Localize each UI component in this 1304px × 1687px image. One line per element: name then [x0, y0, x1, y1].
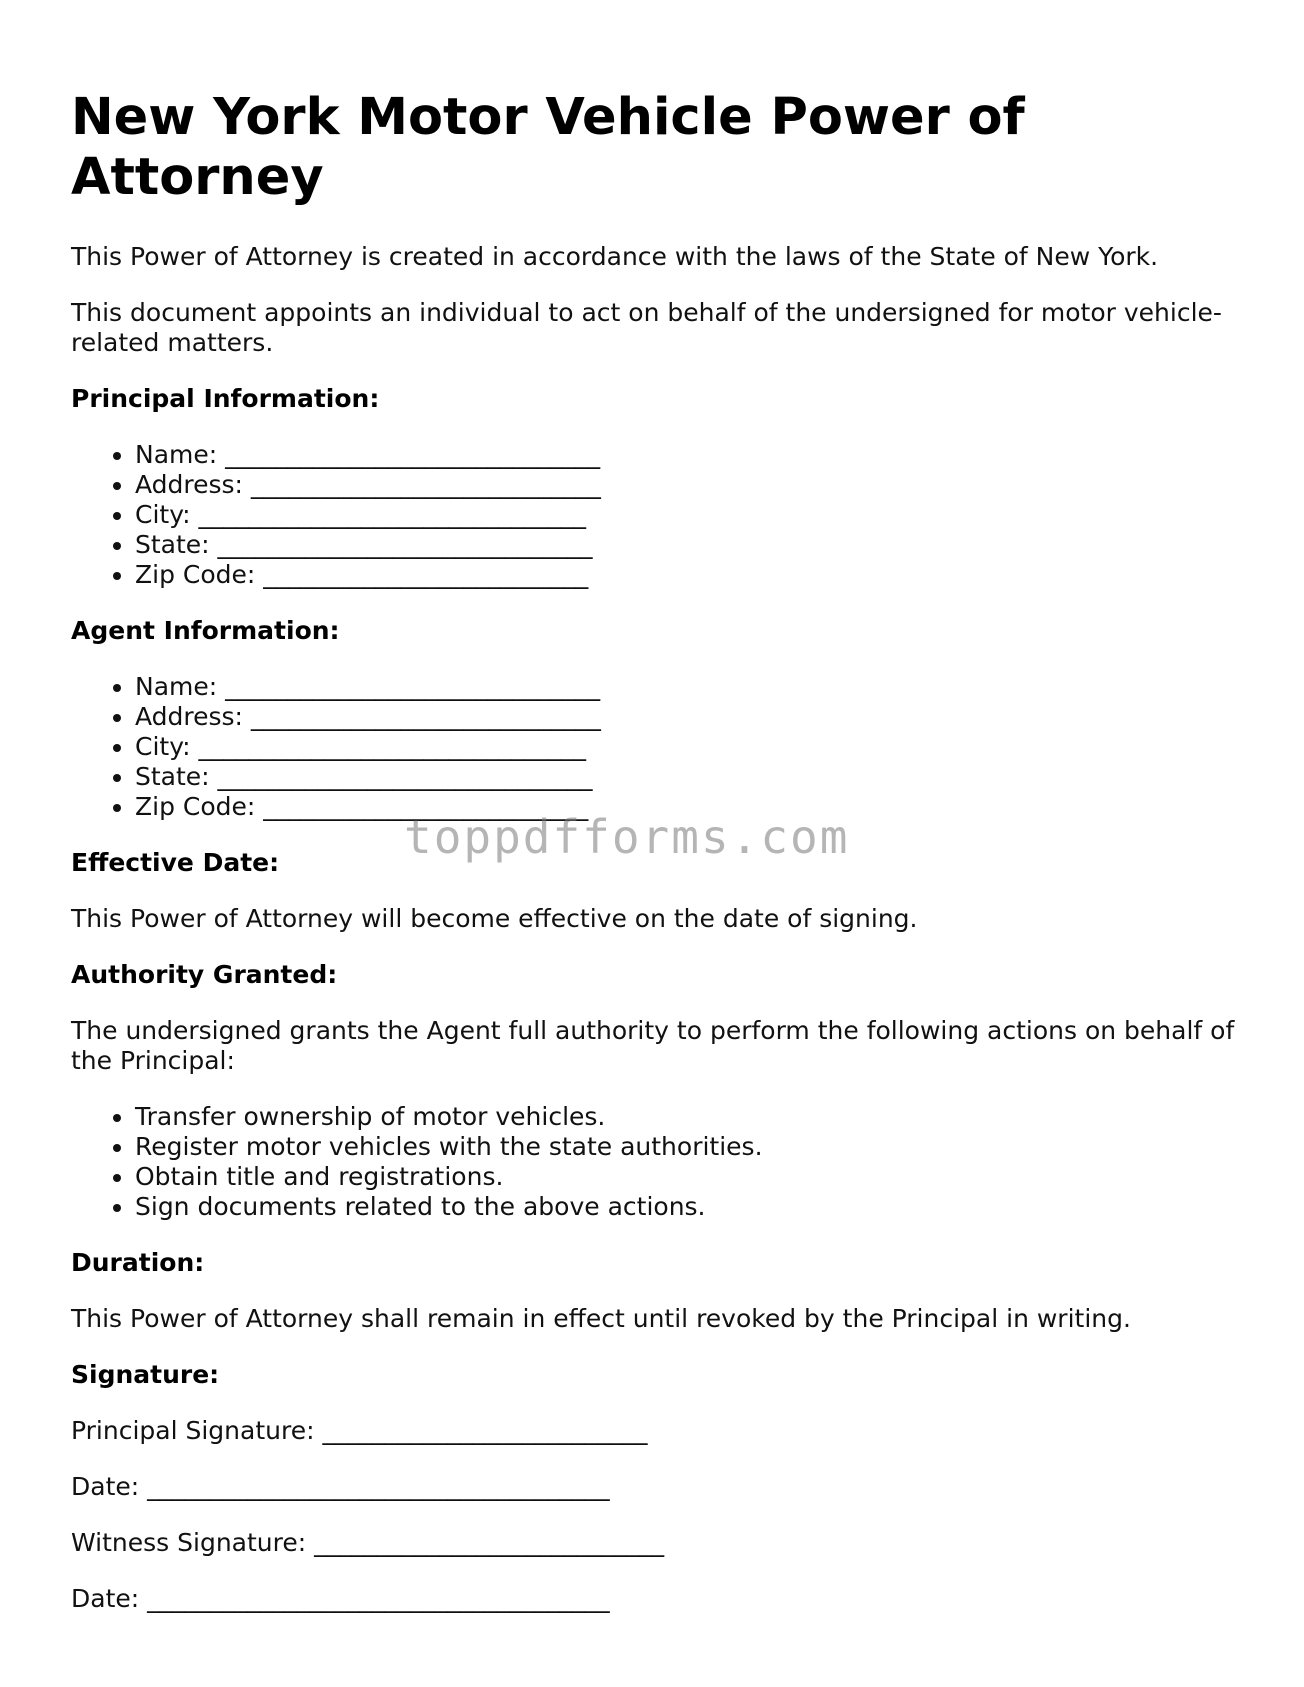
page-title: New York Motor Vehicle Power of Attorney: [71, 88, 1025, 207]
agent-zip-field: • Zip Code: __________________________: [135, 792, 1241, 822]
principal-zip-field: • Zip Code: __________________________: [135, 560, 1241, 590]
effective-date-text: This Power of Attorney will become effective on the date of signing.: [71, 904, 918, 933]
principal-city-field: • City: _______________________________: [135, 500, 1241, 530]
authority-item: • Transfer ownership of motor vehicles.: [135, 1102, 1241, 1132]
principal-heading: Principal Information:: [71, 384, 380, 413]
agent-city-field: • City: _______________________________: [135, 732, 1241, 762]
principal-date-line: Date: _____________________________________: [71, 1472, 610, 1501]
witness-signature-line: Witness Signature: ____________________________: [71, 1528, 665, 1557]
document-page: [71, 88, 1241, 1640]
principal-address-field: • Address: ____________________________: [135, 470, 1241, 500]
agent-name-field: • Name: ______________________________: [135, 672, 1241, 702]
authority-item: • Sign documents related to the above actions.: [135, 1192, 1241, 1222]
watermark: toppdfforms.com: [404, 810, 850, 864]
witness-date-line: Date: _____________________________________: [71, 1584, 610, 1613]
authority-heading: Authority Granted:: [71, 960, 338, 989]
authority-item: • Obtain title and registrations.: [135, 1162, 1241, 1192]
agent-address-field: • Address: ____________________________: [135, 702, 1241, 732]
signature-heading: Signature:: [71, 1360, 220, 1389]
authority-item: • Register motor vehicles with the state authorities.: [135, 1132, 1241, 1162]
effective-date-heading: Effective Date:: [71, 848, 280, 877]
principal-state-field: • State: ______________________________: [135, 530, 1241, 560]
duration-heading: Duration:: [71, 1248, 205, 1277]
duration-text: This Power of Attorney shall remain in effect until revoked by the Principal in writing.: [71, 1304, 1131, 1333]
agent-state-field: • State: ______________________________: [135, 762, 1241, 792]
principal-name-field: • Name: ______________________________: [135, 440, 1241, 470]
principal-fields-list: [71, 440, 1241, 590]
authority-text: The undersigned grants the Agent full authority to perform the following actions on behalf of the Principal:: [71, 1016, 1235, 1075]
agent-fields-list: [71, 672, 1241, 822]
authority-list: [71, 1102, 1241, 1222]
intro-paragraph: This document appoints an individual to act on behalf of the undersigned for motor vehicle-related matters.: [71, 298, 1222, 357]
intro-paragraph: This Power of Attorney is created in accordance with the laws of the State of New York.: [71, 242, 1159, 271]
agent-heading: Agent Information:: [71, 616, 340, 645]
principal-signature-line: Principal Signature: __________________________: [71, 1416, 648, 1445]
